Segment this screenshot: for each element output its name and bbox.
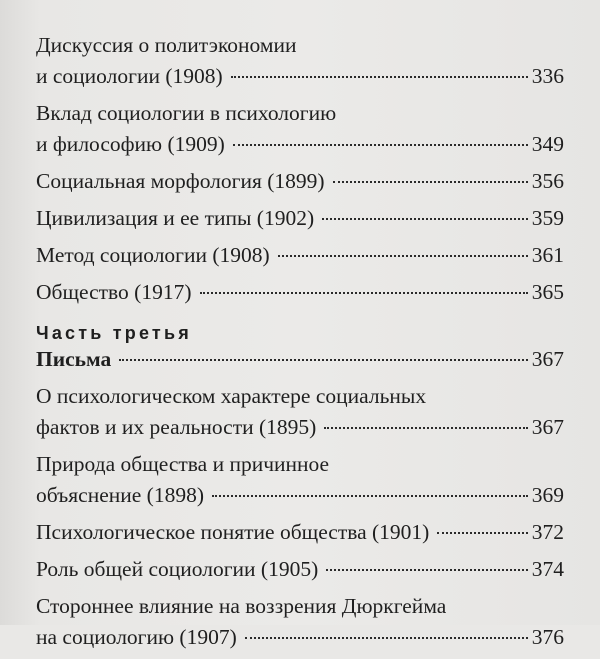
page-number: 361 (531, 243, 564, 267)
toc-title-line (36, 166, 564, 197)
toc-title-line (36, 412, 564, 443)
dot-leader (245, 637, 528, 639)
table-of-contents (36, 30, 564, 659)
toc-entry (36, 203, 564, 234)
toc-title-line (36, 240, 564, 271)
toc-section-entry (36, 344, 564, 375)
toc-title: Социальная морфология (1899) (36, 169, 325, 193)
toc-title: Дискуссия о политэкономии (36, 33, 297, 57)
toc-entry (36, 517, 564, 548)
dot-leader (326, 569, 528, 571)
toc-entry (36, 277, 564, 308)
toc-entry (36, 591, 564, 653)
toc-title: Вклад социологии в психологию (36, 101, 337, 125)
toc-title: Роль общей социологии (1905) (36, 557, 319, 581)
page-number: 349 (531, 132, 564, 156)
dot-leader (322, 218, 528, 220)
toc-title: О психологическом характере социальных (36, 384, 427, 408)
page-number: 369 (531, 483, 564, 507)
page-number: 359 (531, 206, 564, 230)
toc-title: на социологию (1907) (36, 625, 237, 649)
page-number: 367 (531, 347, 564, 371)
dot-leader (200, 292, 528, 294)
toc-title-line (36, 591, 564, 622)
toc-title: Метод социологии (1908) (36, 243, 270, 267)
dot-leader (324, 427, 527, 429)
toc-title-line (36, 622, 564, 653)
page-number: 372 (531, 520, 564, 544)
dot-leader (278, 255, 528, 257)
dot-leader (233, 144, 528, 146)
toc-title: фактов и их реальности (1895) (36, 415, 317, 439)
page-number: 336 (531, 64, 564, 88)
dot-leader (231, 76, 528, 78)
page-number: 376 (531, 625, 564, 649)
toc-title: и социологии (1908) (36, 64, 223, 88)
toc-title-line (36, 203, 564, 234)
toc-title: объяснение (1898) (36, 483, 205, 507)
toc-title-line (36, 344, 564, 375)
dot-leader (333, 181, 528, 183)
toc-title-line (36, 129, 564, 160)
part-heading: Часть третья (36, 323, 192, 343)
toc-entry (36, 30, 564, 92)
page-number: 356 (531, 169, 564, 193)
toc-title-line (36, 381, 564, 412)
toc-title-line (36, 480, 564, 511)
page-number: 367 (531, 415, 564, 439)
page-number: 374 (531, 557, 564, 581)
toc-entry (36, 554, 564, 585)
toc-entry (36, 166, 564, 197)
toc-title: Цивилизация и ее типы (1902) (36, 206, 315, 230)
toc-title-line (36, 61, 564, 92)
toc-title: Общество (1917) (36, 280, 192, 304)
toc-title-line (36, 98, 564, 129)
toc-entry (36, 240, 564, 271)
toc-title-line (36, 517, 564, 548)
toc-entry (36, 381, 564, 443)
toc-section-title: Письма (36, 347, 112, 371)
page-number: 365 (531, 280, 564, 304)
toc-title: Стороннее влияние на воззрения Дюркгейма (36, 594, 447, 618)
toc-entry (36, 449, 564, 511)
toc-title-line (36, 449, 564, 480)
toc-entry (36, 98, 564, 160)
toc-title: Психологическое понятие общества (1901) (36, 520, 430, 544)
dot-leader (437, 532, 527, 534)
dot-leader (212, 495, 528, 497)
toc-title-line (36, 30, 564, 61)
toc-title-line (36, 277, 564, 308)
toc-title: Природа общества и причинное (36, 452, 330, 476)
toc-title-line (36, 554, 564, 585)
dot-leader (119, 359, 527, 361)
toc-title: и философию (1909) (36, 132, 225, 156)
